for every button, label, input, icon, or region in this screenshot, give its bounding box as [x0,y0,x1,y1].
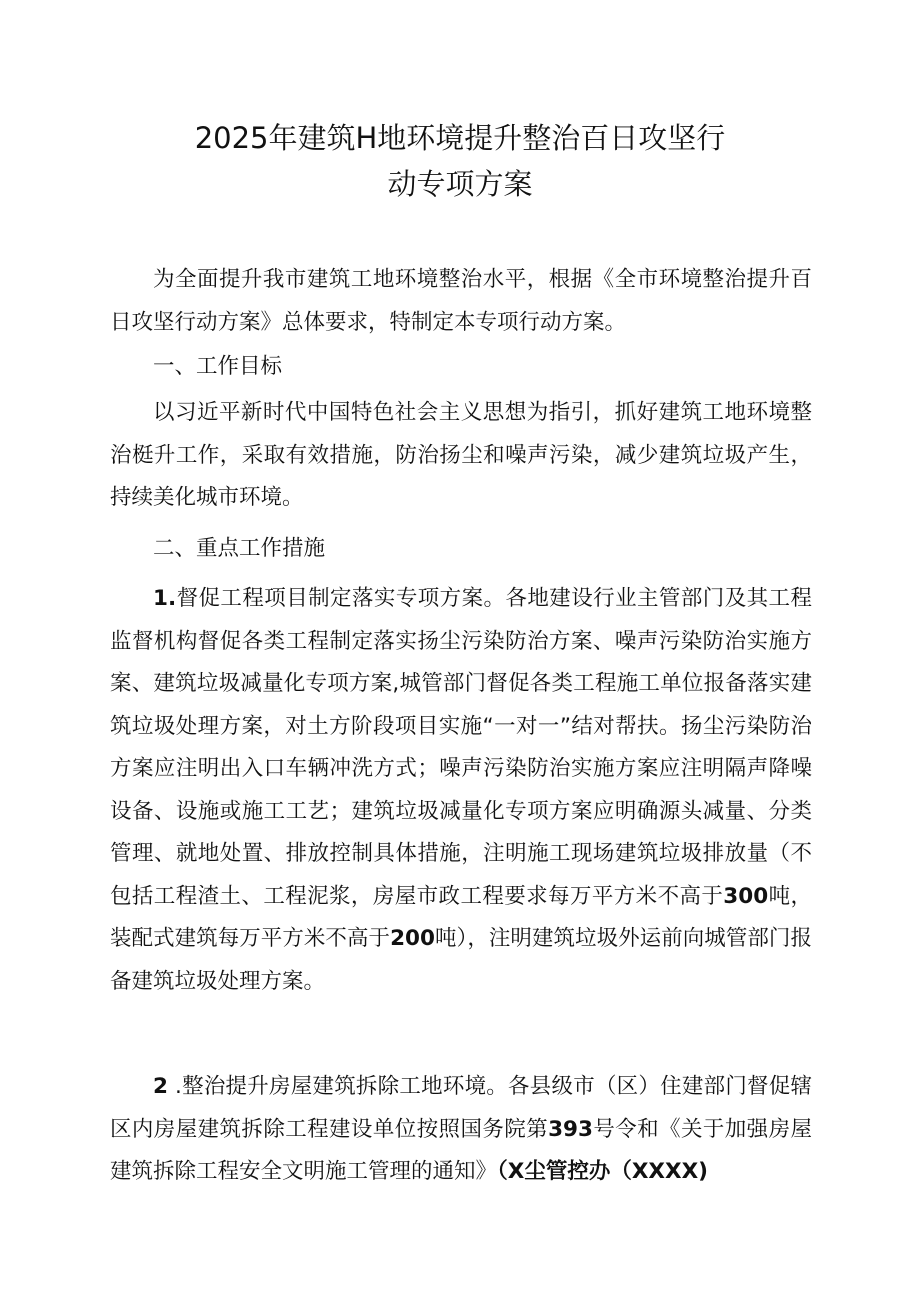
item-1-number: 1. [153,586,177,611]
item-1-paragraph [110,578,812,1003]
item-2-number: 2 [153,1074,168,1099]
item-1-text-a: 督促工程项目制定落实专项方案。各地建设行业主管部门及其工程监督机构督促各类工程制定落实扬尘污染防治方案、噪声污染防治实施方案、建筑垃圾减量化专项方案,城管部门督促各类工程施工单位报备落实建筑垃圾处理方案，对土方阶段项目实施“一对一”结对帮扶。扬尘污染防治方案应注明出入口车辆冲洗方式；噪声污染防治实施方案应注明隔声降噪设备、设施或施工工艺；建筑垃圾减量化专项方案应明确源头减量、分类管理、就地处置、排放控制具体措施，注明施工现场建筑垃圾排放量（不包括工程渣土、工程泥浆，房屋市政工程要求每万平方米不高于 [110,586,812,909]
item-2-text-a: .整治提升房屋建筑拆除工地环境。各县级市（区）住建部门督促辖区内房屋建筑拆除工程建设单位按照国务院第 [110,1074,812,1142]
item-1-text-b: 吨，装配式建筑每万平方米不高于 [110,883,812,951]
item-1-value-300: 300 [723,883,769,909]
document-title-line-2: 动专项方案 [387,167,533,201]
item-1-text-c: 吨），注明建筑垃圾外运前向城管部门报备建筑垃圾处理方案。 [110,926,812,994]
item-2-paragraph [110,1066,812,1194]
item-1-value-200: 200 [390,926,435,951]
item-2-value-393: 393 [548,1116,593,1142]
intro-paragraph: 为全面提升我市建筑工地环境整治水平，根据《全市环境整治提升百日攻坚行动方案》总体要求，特制定本专项行动方案。 [110,267,812,335]
section-1-heading: 一、工作目标 [153,354,283,379]
section-1-body: 以习近平新时代中国特色社会主义思想为指引，抓好建筑工地环境整治梃升工作，采取有效措施，防治扬尘和噪声污染，减少建筑垃圾产生，持续美化城市环境。 [110,400,812,510]
item-2-text-b: 号令和《关于加强房屋建筑拆除工程安全文明施工管理的通知》 [110,1116,812,1184]
item-2-tail: （X尘管控办（XXXX) [497,1159,708,1184]
section-2-heading: 二、重点工作措施 [153,536,326,561]
document-title-line-1: 2025年建筑H地环境提升整治百日攻坚行 [194,121,726,155]
